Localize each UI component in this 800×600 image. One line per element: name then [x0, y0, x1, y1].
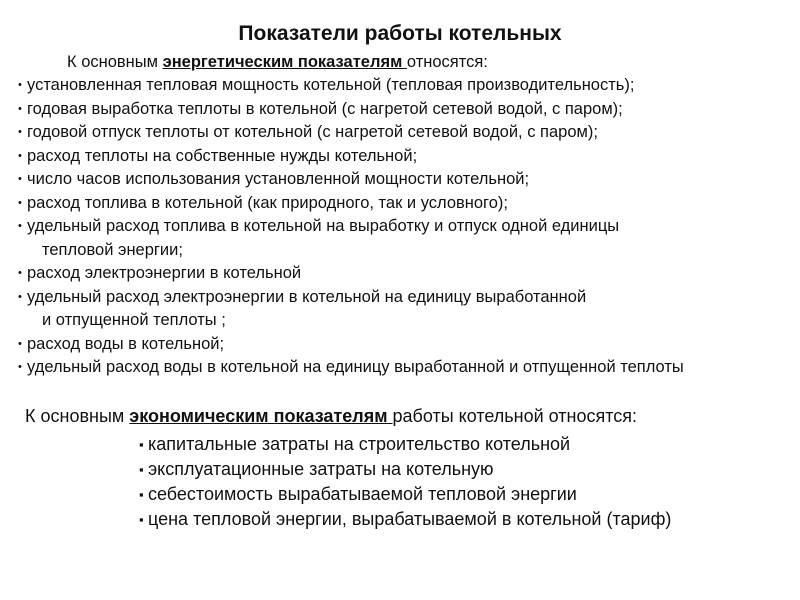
energy-list-item	[22, 74, 800, 98]
economic-indicators-list	[139, 432, 671, 532]
energy-list-item	[22, 356, 800, 380]
energy-list-item	[22, 168, 800, 192]
energy-list-item	[22, 98, 800, 122]
energy-item-text: удельный расход воды в котельной на единицу выработанной и отпущенной теплоты	[27, 358, 684, 376]
economic-intro	[25, 406, 637, 427]
energy-item-text: годовой отпуск теплоты от котельной (с нагретой сетевой водой, с паром);	[27, 123, 598, 141]
energy-item-text: расход теплоты на собственные нужды котельной;	[27, 146, 418, 165]
energy-list-item	[22, 262, 800, 286]
economic-list-item: ▪ капитальные затраты на строительство котельной	[139, 432, 671, 457]
energy-item-text: число часов использования установленной мощности котельной;	[27, 170, 530, 188]
energy-item-continuation: и отпущенной теплоты ;	[42, 311, 226, 329]
energy-intro-emphasis: энергетическим показателям	[162, 53, 407, 71]
economic-intro-prefix: К основным	[25, 406, 130, 426]
energy-list-item	[22, 145, 800, 169]
slide-title: Показатели работы котельных	[238, 22, 562, 45]
energy-item-text: удельный расход электроэнергии в котельной на единицу выработанной	[27, 287, 587, 306]
economic-list-item: ▪ цена тепловой энергии, вырабатываемой в котельной (тариф)	[139, 507, 671, 532]
energy-item-text: расход электроэнергии в котельной	[27, 264, 302, 282]
economic-intro-emphasis: экономическим показателям	[129, 406, 393, 426]
economic-list-item: ▪ себестоимость вырабатываемой тепловой энергии	[139, 482, 671, 507]
energy-list-item	[22, 192, 800, 216]
energy-indicators-list	[22, 74, 800, 380]
energy-list-item	[22, 286, 800, 333]
energy-item-text: расход топлива в котельной (как природного, так и условного);	[27, 193, 508, 212]
energy-item-text: годовая выработка теплоты в котельной (с нагретой сетевой водой, с паром);	[27, 99, 623, 118]
energy-item-text: расход воды в котельной;	[27, 334, 225, 353]
energy-intro-prefix: К основным	[67, 53, 163, 71]
energy-item-text: установленная тепловая мощность котельной (тепловая производительность);	[27, 76, 635, 94]
economic-intro-suffix: работы котельной относятся:	[392, 406, 638, 426]
energy-list-item	[22, 333, 800, 357]
energy-list-item	[22, 215, 800, 262]
energy-intro-suffix: относятся:	[406, 53, 488, 71]
energy-list-item	[22, 121, 800, 145]
energy-item-text: удельный расход топлива в котельной на выработку и отпуск одной единицы	[27, 217, 620, 235]
energy-intro	[67, 53, 488, 72]
economic-list-item: ▪ эксплуатационные затраты на котельную	[139, 457, 671, 482]
energy-item-continuation: тепловой энергии;	[42, 240, 183, 259]
